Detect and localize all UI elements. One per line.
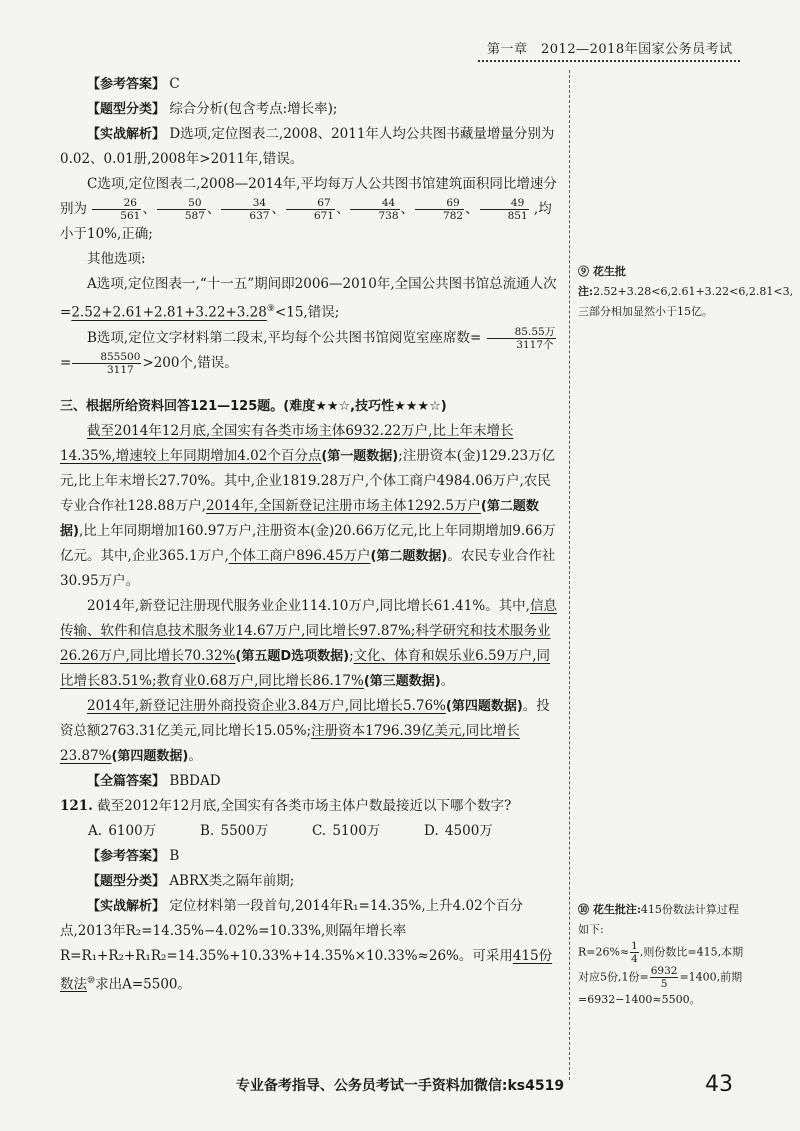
option-b: B. 5500万	[200, 822, 269, 839]
analysis-c	[60, 172, 560, 247]
side-note-10	[578, 900, 746, 1010]
fraction-separator: 、	[271, 201, 285, 217]
material-text: 。	[440, 672, 455, 689]
method-name: 415份数法	[60, 947, 553, 992]
data-tag: (第二题数据)	[370, 548, 448, 564]
analysis-c-text: C选项,定位图表二,2008—2014年,平均每万人公共图书馆建筑面积同比增速分别为	[60, 176, 557, 217]
running-header: 第一章 2012—2018年国家公务员考试	[487, 42, 733, 57]
analysis-d	[60, 122, 560, 172]
note-text: ,则份数比=415,本期对应5份,1份=	[578, 945, 744, 984]
fraction	[286, 197, 335, 222]
analysis-label: 【实战解析】	[87, 898, 166, 914]
answer-value: C	[169, 76, 180, 92]
analysis-end: 求出A=5500。	[95, 976, 191, 992]
fraction-separator: 、	[142, 201, 156, 217]
underlined-text: 注册资本1796.39亿美元,同比增长23.87%	[60, 722, 520, 764]
fraction-numerator: 69	[415, 197, 464, 210]
full-answer-label: 【全篇答案】	[87, 773, 166, 789]
note-label: ⑩ 花生批注:	[578, 903, 641, 916]
material-text: 。农民专业合作社30.95万户。	[60, 547, 556, 589]
material-text: ;	[349, 647, 354, 664]
full-answer-value: BBDAD	[169, 772, 221, 789]
fraction-numerator: 50	[157, 197, 206, 210]
underlined-text: 信息传输、软件和信息技术服务业14.67万户,同比增长97.87%;科学研究和技术服务业26.26万户,同比增长70.32%	[60, 597, 557, 664]
fraction-denominator: 3117	[106, 363, 134, 376]
underlined-text: 文化、体育和娱乐业6.59万户,同比增长83.51%;教育业0.68万户,同比增长86.17%	[60, 647, 551, 689]
analysis-label: 【实战解析】	[87, 127, 166, 142]
fraction	[221, 197, 270, 222]
data-tag: (第二题数据)	[60, 498, 539, 539]
header-divider	[478, 60, 740, 62]
fraction-denominator: 851	[507, 210, 528, 222]
fraction-denominator: 738	[378, 210, 399, 222]
underlined-text: 2014年,全国新登记注册市场主体1292.5万户	[206, 497, 481, 514]
underlined-text: 个体工商户896.45万户	[228, 547, 371, 564]
side-note-9	[578, 262, 794, 322]
q121-answer-line	[60, 844, 560, 869]
note-text: 415份数法计算过程如下:	[578, 903, 739, 936]
fraction-separator: 、	[335, 201, 350, 217]
option-a: A. 6100万	[88, 822, 157, 839]
analysis-a-expr: 2.52+2.61+2.81+3.22+3.28	[71, 304, 267, 321]
material-text: 2014年,新登记注册现代服务业企业114.10万户,同比增长61.41%。其中,	[87, 597, 530, 614]
type-value: ABRX类之隔年前期;	[169, 872, 295, 889]
note-text: =1400,前期=6932−1400≈5500。	[578, 970, 743, 1006]
underlined-text: 截至2014年12月底,全国实有各类市场主体6932.22万户,比上年末增长14.35%,增速较上年同期增加4.02个百分点	[60, 422, 514, 464]
fraction-numerator: 855500	[72, 351, 141, 364]
data-tag: (第四题数据)	[111, 748, 189, 764]
fraction-numerator: 34	[221, 197, 270, 210]
fraction	[350, 197, 399, 222]
analysis-b-text: B选项,定位文字材料第二段末,平均每个公共图书馆阅览室座席数=	[87, 329, 482, 346]
main-column	[60, 72, 560, 997]
question-options	[60, 819, 560, 844]
note-text: 2.52+3.28<6,2.61+3.22<6,2.81<3,三部分相加显然小于15亿。	[578, 285, 794, 318]
fraction	[157, 197, 206, 222]
fraction	[480, 197, 529, 222]
question-121	[60, 794, 560, 819]
note-ref-9: ⑨	[266, 304, 275, 314]
fraction-numerator: 6932	[650, 965, 678, 977]
type-value: 综合分析(包含考点:增长率);	[169, 101, 338, 117]
analysis-a-end: <15,错误;	[274, 304, 340, 321]
fraction-numerator: 67	[286, 197, 335, 210]
material-paragraph-1	[60, 419, 560, 594]
note-label: ⑨ 花生批注:	[578, 265, 626, 298]
answer-line	[60, 72, 560, 97]
section-title: 三、根据所给资料回答121—125题。(难度★★☆,技巧性★★★☆)	[60, 398, 447, 414]
material-text: ;注册资本(金)129.23万亿元,比上年末增长27.70%。其中,企业1819.28万户,个体工商户4984.06万户,农民专业合作社128.88万户,	[60, 447, 556, 514]
material-text: ,比上年同期增加160.97万户,注册资本(金)20.66万亿元,比上年同期增加9.66万亿元。其中,企业365.1万户,	[60, 522, 556, 564]
fraction-denominator: 637	[249, 210, 270, 222]
page-number: 43	[705, 1072, 733, 1097]
type-line	[60, 97, 560, 122]
type-label: 【题型分类】	[87, 873, 166, 889]
fraction	[650, 965, 679, 990]
fraction-numerator: 85.55万	[487, 326, 557, 339]
growth-fractions	[91, 197, 529, 222]
fraction-denominator: 782	[443, 210, 464, 222]
analysis-d-text: D选项,定位图表二,2008、2011年人均公共图书藏量增量分别为0.02、0.01册,2008年>2011年,错误。	[60, 126, 555, 167]
answer-label: 【参考答案】	[87, 848, 166, 864]
analysis-c-end: ,均小于10%,正确;	[60, 201, 552, 242]
full-answer-line	[60, 769, 560, 794]
fraction-numerator: 26	[92, 197, 141, 210]
fraction-separator: 、	[206, 201, 221, 217]
fraction	[72, 351, 141, 376]
answer-label: 【参考答案】	[87, 77, 166, 92]
analysis-b-end: >200个,错误。	[142, 354, 238, 371]
fraction-denominator: 671	[313, 210, 334, 222]
fraction	[92, 197, 141, 222]
question-stem: 截至2012年12月底,全国实有各类市场主体户数最接近以下哪个数字?	[97, 797, 512, 814]
fraction	[415, 197, 464, 222]
fraction	[630, 940, 639, 965]
analysis-a-text: A选项,定位图表一,“十一五”期间即2006—2010年,全国公共图书馆总流通人次=	[60, 276, 557, 321]
option-d: D. 4500万	[424, 822, 493, 839]
other-options-heading: 其他选项:	[87, 251, 146, 267]
fraction-numerator: 1	[631, 940, 638, 952]
answer-value: B	[169, 847, 180, 864]
material-paragraph-3	[60, 694, 560, 769]
analysis-b	[60, 326, 560, 376]
analysis-a	[60, 272, 560, 326]
footer-text: 专业备考指导、公务员考试一手资料加微信:ks4519	[235, 1078, 565, 1094]
question-number: 121.	[60, 797, 93, 814]
underlined-text: 2014年,新登记注册外商投资企业3.84万户,同比增长5.76%	[87, 697, 446, 714]
q121-analysis	[60, 894, 560, 998]
margin-divider	[569, 70, 570, 1080]
q121-type-line	[60, 869, 560, 894]
fraction-denominator: 561	[120, 210, 141, 222]
note-ref-10: ⑩	[87, 975, 96, 986]
fraction-separator: 、	[400, 201, 415, 217]
data-tag: (第一题数据)	[321, 448, 399, 464]
analysis-text: 定位材料第一段首句,2014年R₁=14.35%,上升4.02个百分点,2013年R₂=14.35%−4.02%=10.33%,则隔年增长率R=R₁+R₂+R₁R₂=14.35%+10.33%+14.35%×10.33%≈26%。可采用	[60, 897, 524, 964]
data-tag: (第四题数据)	[445, 698, 523, 714]
data-tag: (第三题数据)	[363, 673, 441, 689]
data-tag: (第五题D选项数据)	[235, 648, 350, 664]
note-text: R=26%≈	[578, 945, 630, 959]
fraction-denominator: 587	[184, 210, 205, 222]
fraction-denominator: 3117个	[516, 338, 554, 351]
material-text: 。投资总额2763.31亿美元,同比增长15.05%;	[60, 697, 550, 739]
type-label: 【题型分类】	[87, 102, 166, 117]
fraction-denominator: 5	[660, 978, 668, 990]
option-c: C. 5100万	[312, 822, 381, 839]
fraction	[487, 326, 557, 351]
fraction-numerator: 44	[350, 197, 399, 210]
fraction-numerator: 49	[480, 197, 529, 210]
material-paragraph-2	[60, 594, 560, 694]
fraction-denominator: 4	[631, 953, 638, 965]
equals-sign: =	[60, 354, 72, 371]
material-text: 。	[188, 747, 202, 764]
fraction-separator: 、	[465, 201, 479, 217]
